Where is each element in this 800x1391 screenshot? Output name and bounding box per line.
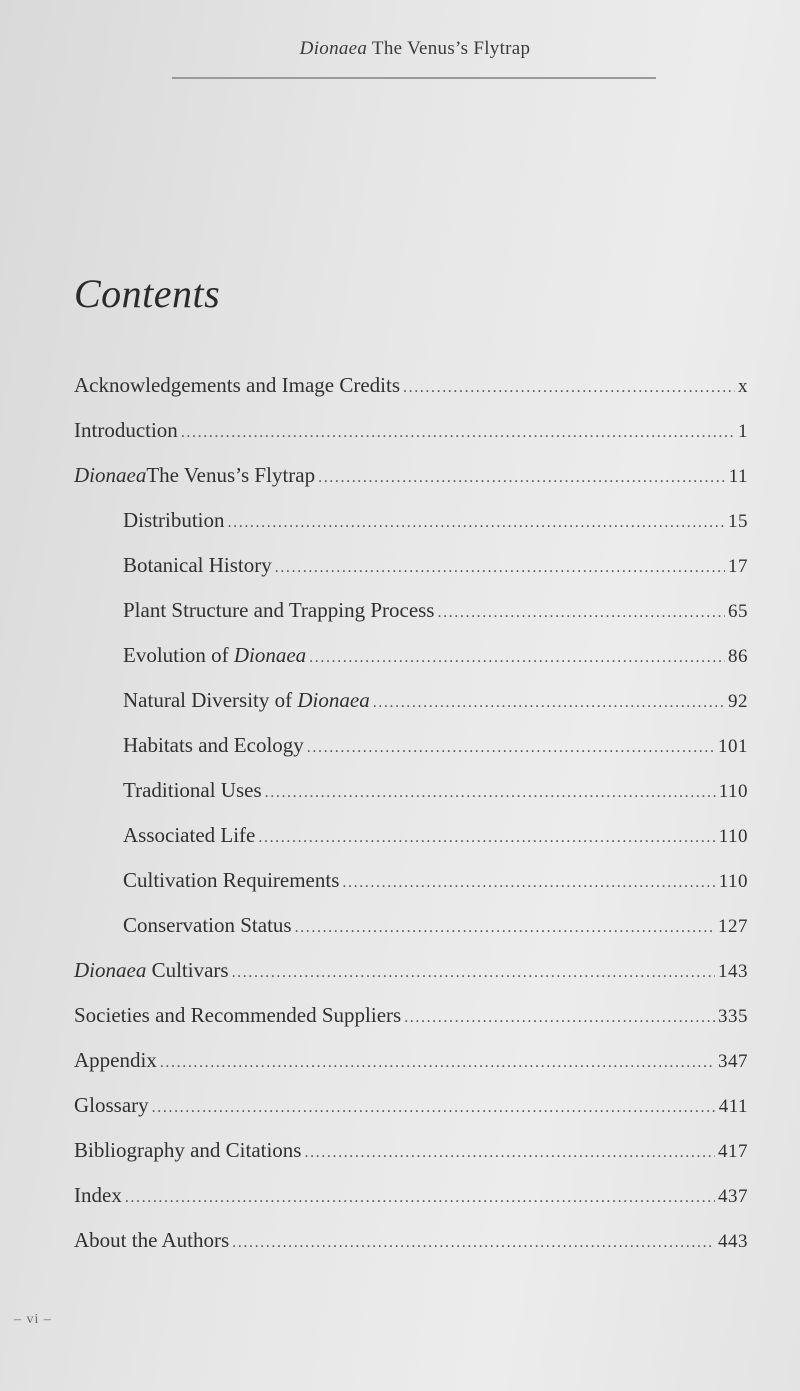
toc-page-number: 437 [718, 1186, 748, 1207]
toc-entry [123, 598, 748, 638]
toc-page-number: 110 [718, 781, 748, 802]
leader-dots [228, 514, 725, 532]
leader-dots [309, 649, 725, 667]
toc-entry [123, 733, 748, 773]
toc-entry-label: Societies and Recommended Suppliers [74, 1003, 402, 1027]
toc-page-number: 1 [738, 421, 748, 442]
toc-entry [74, 1093, 748, 1133]
toc-entry-label: Introduction [74, 418, 178, 442]
toc-entry [123, 643, 748, 683]
toc-page-number: 15 [728, 511, 748, 532]
toc-entry-label: Habitats and Ecology [123, 733, 304, 757]
leader-dots [403, 379, 735, 397]
toc-entry [123, 913, 748, 953]
running-head [0, 38, 800, 60]
toc-entry [123, 508, 748, 548]
leader-dots [160, 1054, 715, 1072]
leader-dots [181, 424, 735, 442]
toc-page-number: 411 [718, 1096, 748, 1117]
leader-dots [295, 919, 715, 937]
toc-entry [123, 688, 748, 728]
toc-page-number: 335 [718, 1006, 748, 1027]
leader-dots [125, 1189, 715, 1207]
header-rule [172, 77, 656, 79]
toc-entry [74, 1228, 748, 1268]
leader-dots [152, 1099, 716, 1117]
toc-page-number: 347 [718, 1051, 748, 1072]
toc-entry-label: Dionaea Cultivars [74, 958, 229, 982]
running-head-italic: Dionaea [299, 38, 368, 59]
toc-entry [74, 958, 748, 998]
toc-page-number: 110 [718, 826, 748, 847]
leader-dots [304, 1144, 715, 1162]
toc-page-number: 92 [728, 691, 748, 712]
toc-entry [123, 823, 748, 863]
toc-entry [74, 373, 748, 413]
toc-page-number: 417 [718, 1141, 748, 1162]
toc-page-number: 143 [718, 961, 748, 982]
leader-dots [275, 559, 725, 577]
toc-page-number: 443 [718, 1231, 748, 1252]
toc-entry-label: Evolution of Dionaea [123, 643, 307, 667]
leader-dots [307, 739, 715, 757]
toc-page-number: 17 [728, 556, 748, 577]
toc-page-number: 65 [728, 601, 748, 622]
toc-page-number: 110 [718, 871, 748, 892]
leader-dots [342, 874, 715, 892]
toc-entry-label: Appendix [74, 1048, 157, 1072]
toc-entry [123, 868, 748, 908]
toc-entry-label: Cultivation Requirements [123, 868, 340, 892]
toc-page-number: 127 [718, 916, 748, 937]
toc-entry-label: Botanical History [123, 553, 272, 577]
toc-entry [74, 1003, 748, 1043]
toc-entry-label: Traditional Uses [123, 778, 262, 802]
leader-dots [232, 964, 715, 982]
toc-entry [74, 418, 748, 458]
leader-dots [404, 1009, 715, 1027]
toc-entry-label: About the Authors [74, 1228, 230, 1252]
toc-entry [74, 1048, 748, 1088]
leader-dots [318, 469, 726, 487]
toc-entry-label: Plant Structure and Trapping Process [123, 598, 435, 622]
toc-page-number: 11 [728, 466, 748, 487]
running-head-text: The Venus’s Flytrap [367, 38, 531, 59]
toc-entry [74, 1183, 748, 1223]
leader-dots [232, 1234, 715, 1252]
toc-entry [74, 1138, 748, 1178]
toc-entry-label: DionaeaThe Venus’s Flytrap [74, 463, 316, 487]
toc-entry-label: Distribution [123, 508, 225, 532]
leader-dots [373, 694, 725, 712]
leader-dots [258, 829, 715, 847]
leader-dots [437, 604, 725, 622]
toc-page-number: 86 [728, 646, 748, 667]
toc-entry-label: Index [74, 1183, 122, 1207]
toc-entry-label: Bibliography and Citations [74, 1138, 302, 1162]
toc-entry-label: Acknowledgements and Image Credits [74, 373, 400, 397]
toc-entry-label: Conservation Status [123, 913, 292, 937]
leader-dots [265, 784, 716, 802]
toc-entry-label: Associated Life [123, 823, 256, 847]
page-folio: – vi – [14, 1312, 52, 1327]
toc-page-number: x [738, 376, 748, 397]
toc-entry-label: Glossary [74, 1093, 149, 1117]
toc-page-number: 101 [718, 736, 748, 757]
toc-entry-label: Natural Diversity of Dionaea [123, 688, 370, 712]
toc-entry [123, 778, 748, 818]
toc-entry [74, 463, 748, 503]
page-title: Contents [74, 271, 221, 316]
toc-entry [123, 553, 748, 593]
